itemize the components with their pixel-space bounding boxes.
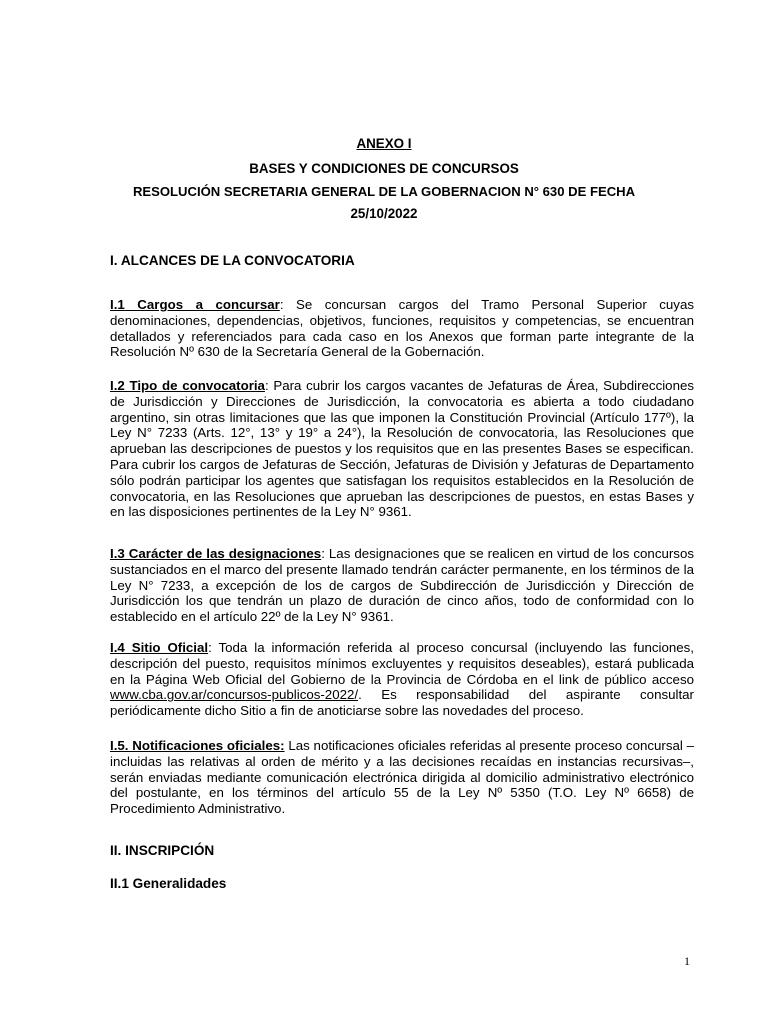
paragraph-text: Las notificaciones oficiales referidas al presente proceso concursal –incluidas las relativas al orden de mérito y a las decisiones recaídas en instancias recursivas–, serán enviadas mediante comunicación electrónica dirigida al domicilio administrativo electrónico del postulante, en los términos del artículo 55 de la Ley Nº 5350 (T.O. Ley Nº 6658) de Procedimiento Administrativo. [110, 738, 694, 817]
paragraph-lead: I.5. Notificaciones oficiales: [110, 738, 285, 753]
annex-title: ANEXO I [356, 136, 412, 151]
official-site-link[interactable]: www.cba.gov.ar/concursos-publicos-2022/ [110, 687, 359, 703]
paragraph-text: : Para cubrir los cargos vacantes de Jefaturas de Área, Subdirecciones de Jurisdicción y Direcciones de Jurisdicción, la convocatoria es abierta a todo ciudadano argentino, sin otras limitaciones que las que imponen la Constitución Provincial (Artículo 177º), la Ley N° 7233 (Arts. 12°, 13° y 19° a 24°), la Resolución de convocatoria, las Resoluciones que aprueban las descripciones de puestos y los requisitos que en las presentes Bases se especifican. Para cubrir los cargos de Jefaturas de Sección, Jefaturas de División y Jefaturas de Departamento sólo podrán participar los agentes que satisfagan los requisitos establecidos en la Resolución de convocatoria, en las Resoluciones que aprueban las descripciones de puestos, en estas Bases y en las disposiciones pertinentes de la Ley N° 9361. [110, 378, 695, 520]
paragraph-text: : Toda la información referida al proceso concursal (incluyendo las funciones, descripción del puesto, requisitos mínimos excluyentes y requisitos deseables), estará publicada en la Página Web Oficial del Gobierno de la Provincia de Córdoba en el link de público acceso [110, 640, 694, 687]
section-heading-alcances: I. ALCANCES DE LA CONVOCATORIA [110, 253, 355, 268]
paragraph-cargos [110, 297, 694, 360]
section-heading-inscripcion: II. INSCRIPCIÓN [110, 843, 215, 858]
paragraph-text: : Las designaciones que se realicen en virtud de los concursos sustanciados en el marco del presente llamado tendrán carácter permanente, en los términos de la Ley N° 7233, a excepción de los de cargos de Subdirección de Jurisdicción y Dirección de Jurisdicción los que tendrán un plazo de duración de cinco años, todo de conformidad con lo establecido en el artículo 22º de la Ley N° 9361. [110, 546, 694, 625]
resolution-line: RESOLUCIÓN SECRETARIA GENERAL DE LA GOBERNACION N° 630 DE FECHA [132, 184, 636, 199]
paragraph-lead: I.1 Cargos a concursar [110, 297, 280, 312]
paragraph-caracter-designaciones [110, 546, 694, 625]
subsection-heading-generalidades: II.1 Generalidades [110, 876, 227, 891]
paragraph-lead: I.2 Tipo de convocatoria [110, 378, 265, 393]
document-title: BASES Y CONDICIONES DE CONCURSOS [249, 161, 519, 176]
page-number: 1 [684, 954, 690, 968]
paragraph-text: : Se concursan cargos del Tramo Personal Superior cuyas denominaciones, dependencias, objetivos, funciones, requisitos y competencias, se encuentran detallados y referenciados para cada caso en los Anexos que forman parte integrante de la Resolución Nº 630 de la Secretaría General de la Gobernación. [110, 297, 694, 360]
paragraph-tipo-convocatoria [110, 378, 694, 520]
paragraph-lead: I.4 Sitio Oficial [110, 640, 209, 655]
paragraph-notificaciones [110, 738, 694, 817]
resolution-date: 25/10/2022 [350, 206, 418, 221]
paragraph-text: . Es responsabilidad del aspirante consultar periódicamente dicho Sitio a fin de anoticiarse sobre las novedades del proceso. [110, 687, 694, 719]
paragraph-sitio-oficial [110, 640, 694, 719]
paragraph-lead: I.3 Carácter de las designaciones [110, 546, 322, 561]
